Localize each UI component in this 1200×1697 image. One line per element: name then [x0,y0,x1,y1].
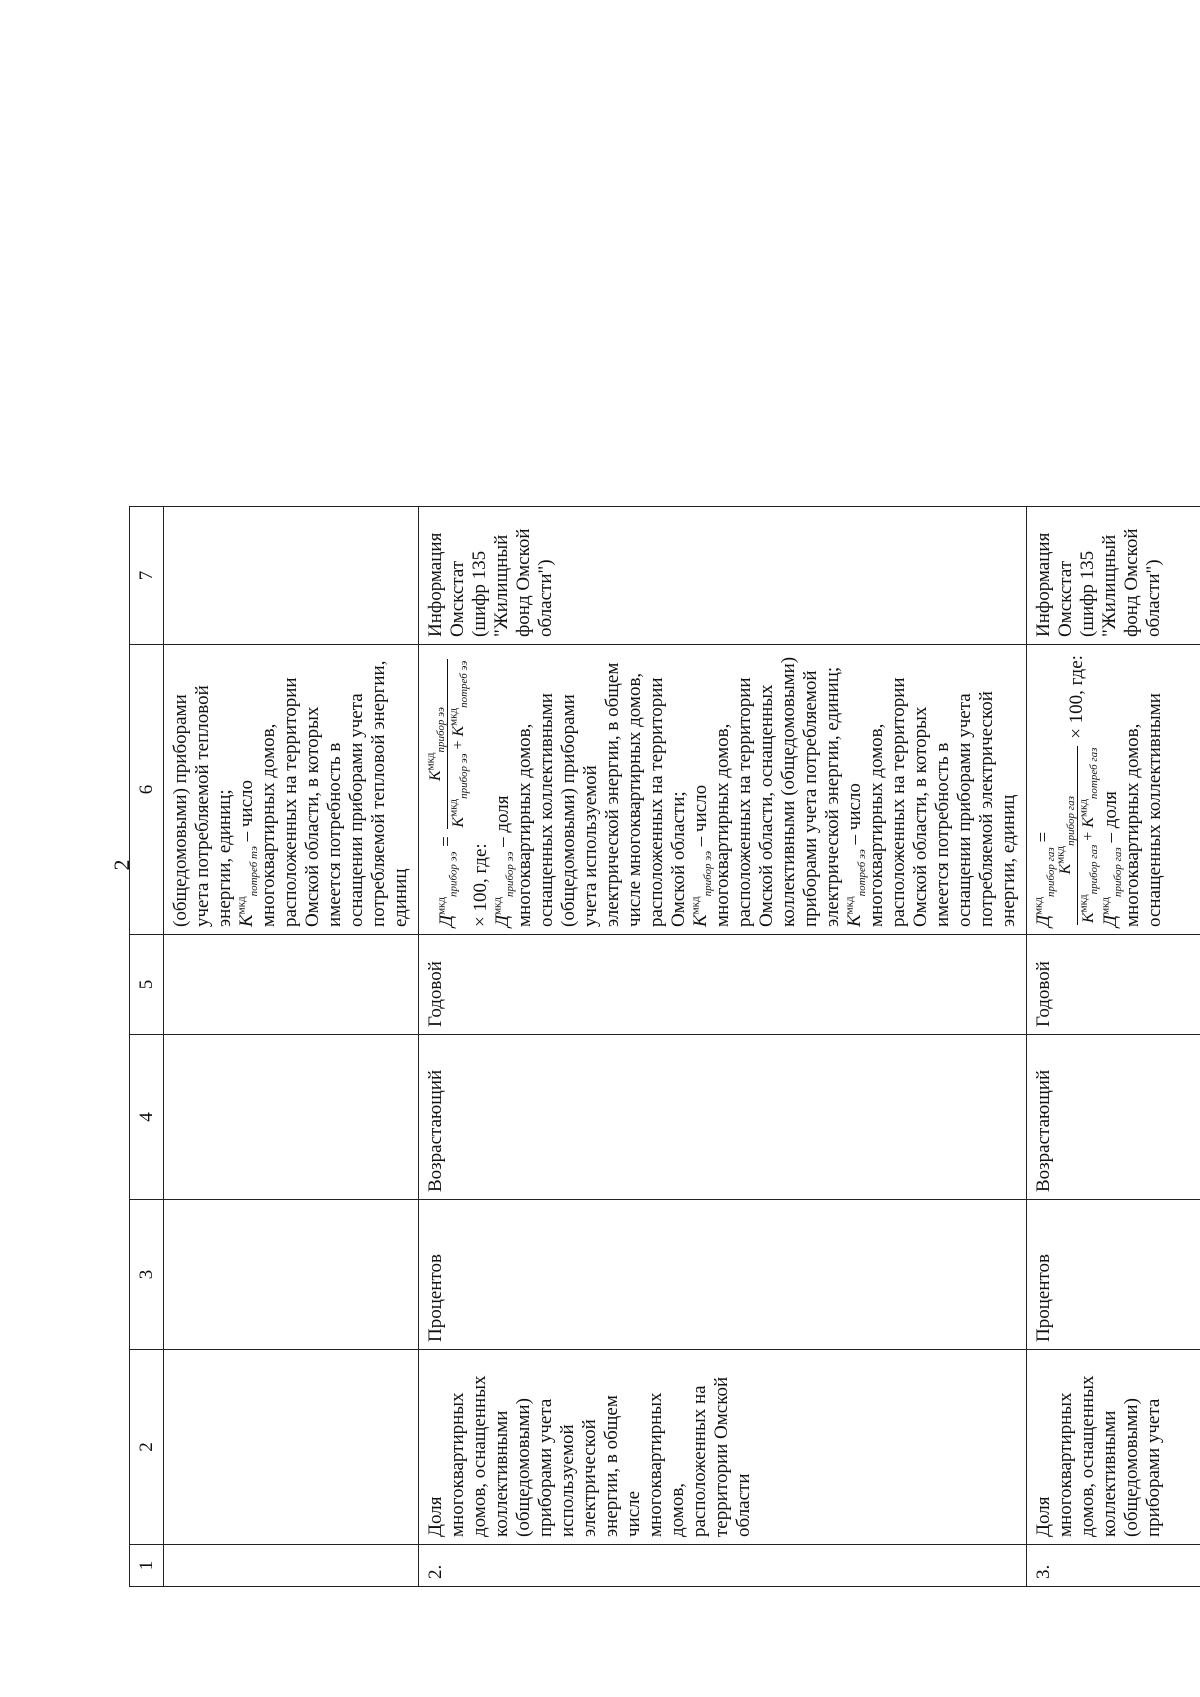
symbol-k: K [690,914,711,927]
plus-sign: + [450,740,467,750]
symbol-d: Д [1100,914,1121,927]
numerator [1055,746,1078,925]
col-header-5: 5 [130,935,164,1035]
symbol-sup: мкд [491,897,504,915]
formula [425,652,492,927]
cell-empty [164,507,419,645]
symbol-k: K [450,725,467,737]
equals-sign: = [1033,831,1054,843]
page-number: 2 [109,859,134,871]
cell-empty [164,1545,419,1587]
unit: Процентов [1027,1200,1200,1350]
numerator [425,659,448,830]
symbol-sup: мкд [1077,799,1090,817]
symbol-sup: мкд [1054,845,1067,864]
cell-method [1027,645,1200,935]
symbol-sup: мкд [1077,894,1090,913]
symbol-sub: прибор газ [1065,796,1078,846]
symbol-sup: мкд [689,896,702,915]
fraction [425,659,470,830]
indicator-name: Доля многоквартирных домов, оснащенных коллективными (общедомовыми) приборами учета используемой электрической энергии, в общем числе многоквартирных домов, расположенных на территории Омской области [419,1350,1027,1545]
indicator-name: Доля многоквартирных домов, оснащенных коллективными (общедомовыми) приборами учета [1027,1350,1200,1545]
symbol-sub: прибор ээ [447,851,460,897]
col-header-6: 6 [130,645,164,935]
symbol-k: K [1080,816,1097,828]
cell-empty [164,1350,419,1545]
symbol-sup: мкд [843,896,856,915]
formula [1033,652,1100,927]
symbol-sup: мкд [435,897,448,915]
unit: Процентов [419,1200,1027,1350]
table-row-3 [1027,507,1200,1587]
symbol-d: Д [492,914,513,927]
symbol-sub: потреб ээ [855,849,868,897]
symbol-sub: прибор ээ [435,707,448,753]
table-row-continuation [164,507,419,1587]
plus-sign: + [1080,831,1097,841]
cell-empty [164,1035,419,1200]
symbol-sub: потреб тэ [247,846,260,897]
symbol-sub: потреб газ [1088,747,1101,800]
method-text: – число многоквартирных домов, расположенных на территории Омской области, в которых имеется потребность в оснащении приборами учета потребляемой тепловой энергии, единиц [236,660,411,927]
fraction [1055,746,1100,925]
symbol-k: K [427,770,444,782]
row-number: 2. [419,1545,1027,1587]
header-row [130,507,164,1587]
symbol-k: K [450,816,467,828]
symbol-sub: прибор газ [1111,847,1124,897]
symbol-sub: потреб ээ [458,660,471,708]
formula-tail: × 100, где: [1065,655,1087,739]
period: Годовой [419,935,1027,1035]
method-text: (общедомовыми) приборами учета потребляемой тепловой энергии, единиц; [170,685,235,927]
period: Годовой [1027,935,1200,1035]
method-text: – число многоквартирных домов, расположенных на территории Омской области, в которых имеется потребность в оснащении приборами учета потребляемой электрической энергии, единиц [844,677,1019,927]
symbol-sup: мкд [1032,897,1045,915]
indicator-table [129,506,1200,1587]
table-row-2 [419,507,1027,1587]
denominator [1078,746,1100,925]
denominator [448,659,470,830]
trend: Возрастающий [1027,1035,1200,1200]
col-header-2: 2 [130,1350,164,1545]
symbol-k: K [844,914,865,927]
symbol-k: K [236,914,257,927]
method-text: – число многоквартирных домов, расположенных на территории Омской области, оснащенных коллективными (общедомовыми) приборами учета потребляемой электрической энергии, единиц; [690,656,843,927]
symbol-sup: мкд [235,896,248,915]
symbol-sup: мкд [1099,897,1112,915]
col-header-4: 4 [130,1035,164,1200]
indicator-table-rotated [129,507,1165,1587]
symbol-k: K [1080,912,1097,923]
source: Информация Омскстат (шифр 135 "Жилищный фонд Омской области") [1027,507,1200,645]
col-header-3: 3 [130,1200,164,1350]
symbol-sub: прибор ээ [458,753,471,799]
trend: Возрастающий [419,1035,1027,1200]
symbol-k: K [1057,863,1074,875]
cell-empty [164,935,419,1035]
col-header-1: 1 [130,1545,164,1587]
symbol-sub: прибор ээ [701,851,714,897]
col-header-7: 7 [130,507,164,645]
cell-method [419,645,1027,935]
symbol-sup: мкд [447,707,460,726]
symbol-d: Д [435,914,457,927]
row-number: 3. [1027,1545,1200,1587]
cell-empty [164,1200,419,1350]
symbol-sub: прибор газ [1044,847,1057,897]
cell-method-cont [164,645,419,935]
formula-tail: × 100, где: [470,843,491,927]
symbol-sup: мкд [447,798,460,817]
method-text: – доля многоквартирных домов, оснащенных коллективными [1100,693,1165,927]
symbol-sub: прибор ээ [503,851,516,897]
source: Информация Омскстат (шифр 135 "Жилищный фонд Омской области") [419,507,1027,645]
method-text: – доля многоквартирных домов, оснащенных коллективными (общедомовыми) приборами учета используемой электрической энергии, в общем числе многоквартирных домов, расположенных на территории Омской области; [492,662,689,927]
symbol-sup: мкд [424,752,437,771]
symbol-d: Д [1033,914,1054,927]
equals-sign: = [435,836,457,847]
symbol-sub: прибор газ [1088,844,1101,895]
